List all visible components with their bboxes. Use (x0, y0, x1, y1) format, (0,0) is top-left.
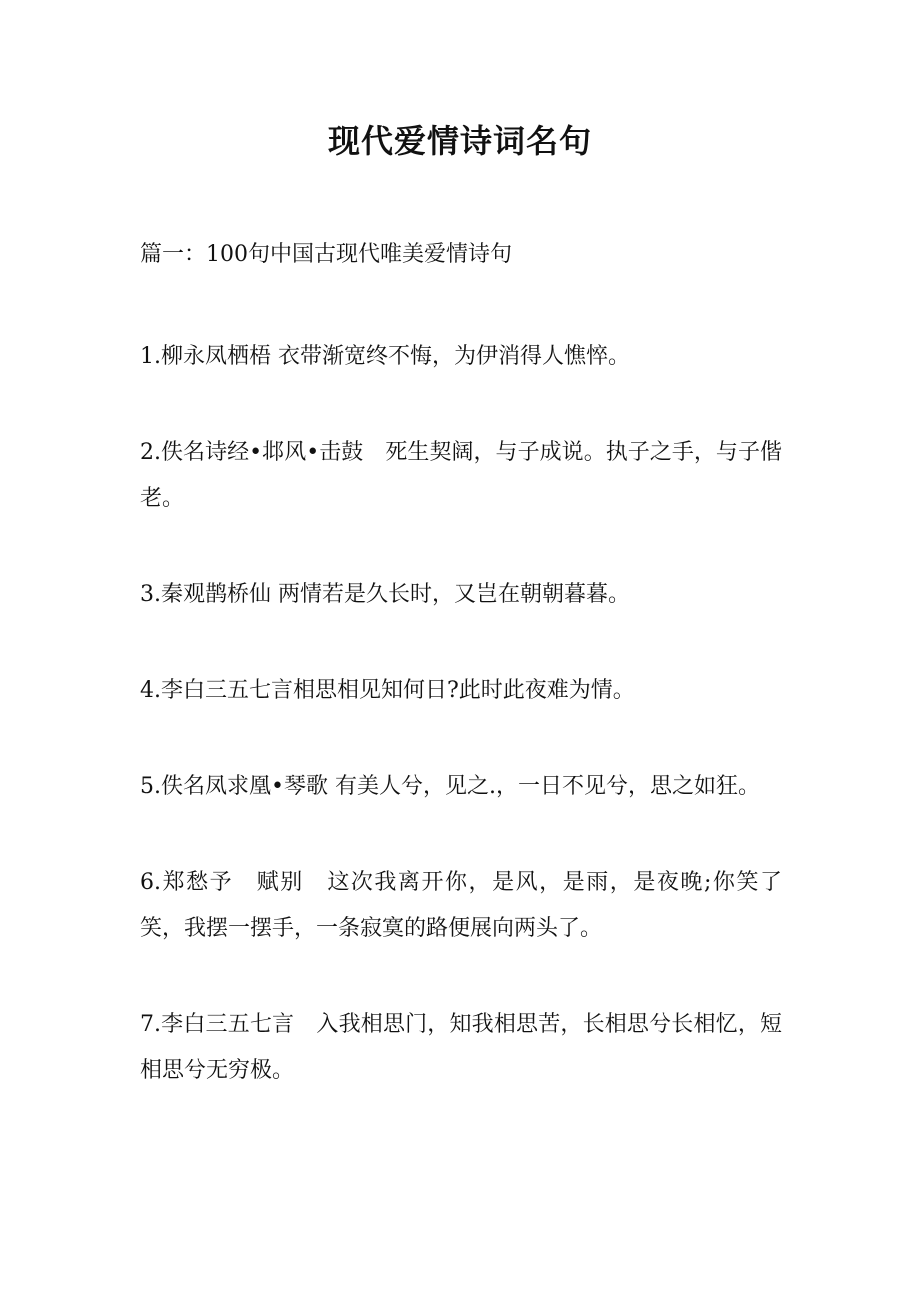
document-title: 现代爱情诗词名句 (327, 122, 592, 160)
poem-quote-list (140, 334, 782, 1144)
poem-quote-item: 5.佚名凤求凰•琴歌 有美人兮，见之.，一日不见兮，思之如狂。 (140, 774, 760, 799)
poem-quote-item: 3.秦观鹊桥仙 两情若是久长时，又岂在朝朝暮暮。 (140, 582, 630, 607)
section-heading: 篇一：100句中国古现代唯美爱情诗句 (140, 242, 512, 267)
poem-quote-item: 6.郑愁予 赋别 这次我离开你，是风，是雨，是夜晚;你笑了笑，我摆一摆手，一条寂寞的路便展向两头了。 (140, 870, 782, 941)
poem-quote-item: 4.李白三五七言相思相见知何日?此时此夜难为情。 (140, 678, 635, 703)
poem-quote-item: 2.佚名诗经•邶风•击鼓 死生契阔，与子成说。执子之手，与子偕老。 (140, 440, 782, 511)
poem-quote-item: 7.李白三五七言 入我相思门，知我相思苦，长相思兮长相忆，短相思兮无穷极。 (140, 1012, 782, 1083)
poem-quote-item: 1.柳永凤栖梧 衣带渐宽终不悔，为伊消得人憔悴。 (140, 344, 630, 369)
